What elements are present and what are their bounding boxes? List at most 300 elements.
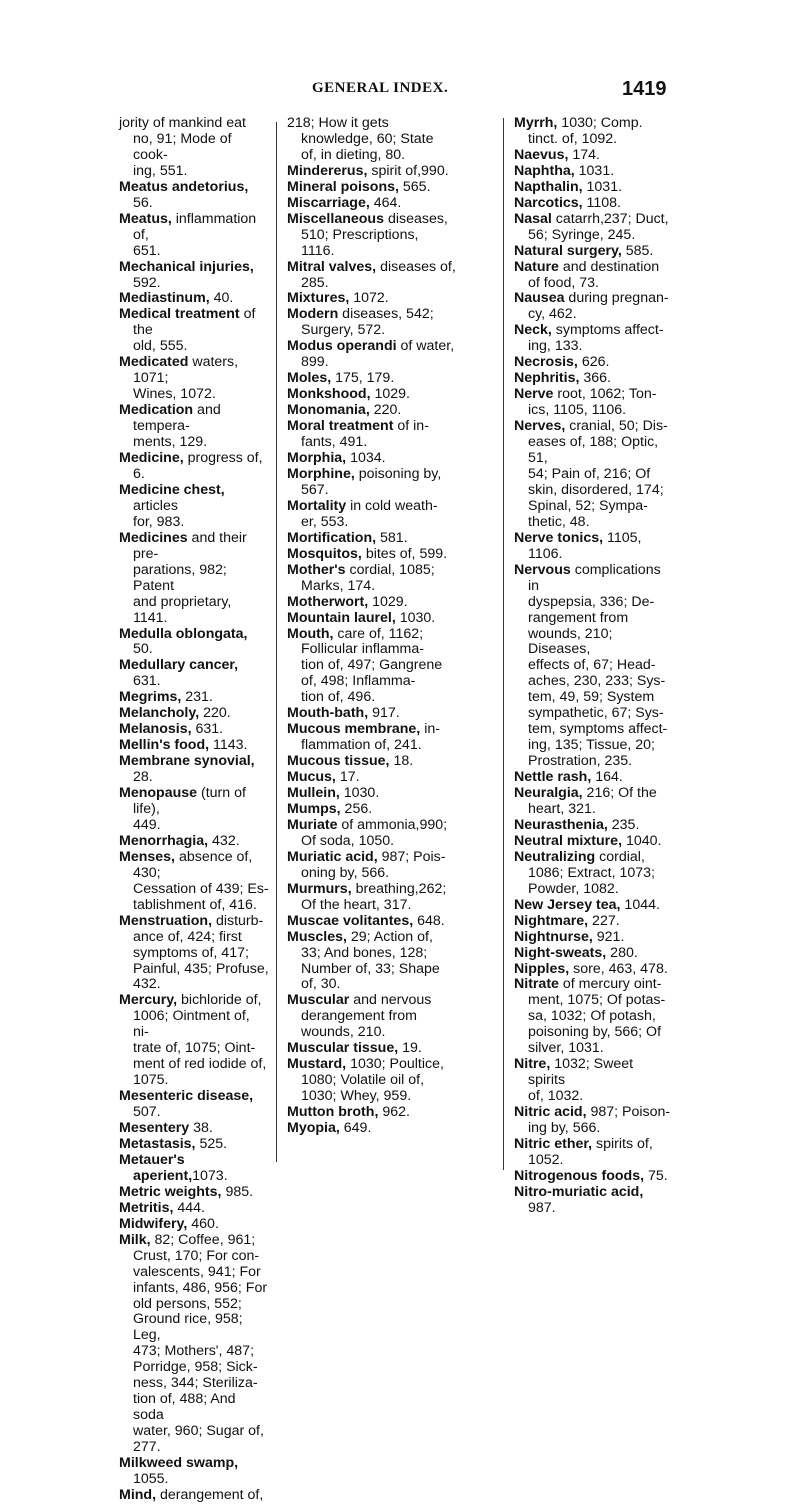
index-entry: [287, 547, 497, 563]
index-term: Moles,: [287, 370, 332, 387]
index-entry: [514, 914, 674, 930]
index-term: Nitrate: [514, 976, 559, 993]
index-entry: [287, 291, 497, 307]
index-references: 1108.: [582, 194, 622, 211]
index-entry: [119, 658, 269, 690]
index-term: Milk,: [119, 1231, 151, 1248]
index-term: Menopause: [119, 785, 198, 802]
index-term: Metastasis,: [119, 1136, 196, 1152]
index-references: 164.: [591, 769, 623, 786]
index-references: waters, 1071; Wines, 1072.: [133, 354, 239, 403]
index-references: 29; Action of, 33; And bones, 128; Number of, 33; Shape of, 30.: [301, 928, 440, 993]
index-term: Nature: [514, 258, 559, 275]
index-references: (turn of life), 449.: [133, 785, 246, 833]
index-term: Morphine,: [287, 465, 355, 482]
index-references: 581.: [376, 529, 408, 546]
index-entry: [514, 818, 674, 834]
index-term: Modus operandi: [287, 338, 397, 355]
index-term: Nitro-muriatic acid,: [514, 1183, 644, 1200]
index-entry: [287, 196, 497, 212]
index-references: 464.: [369, 194, 402, 211]
index-entry: [287, 451, 497, 467]
index-entry: [514, 770, 674, 786]
index-term: Night-sweats,: [514, 944, 607, 961]
index-term: Mucus,: [287, 769, 336, 786]
index-references: 17.: [335, 769, 360, 786]
index-term: Melanosis,: [119, 721, 192, 738]
index-references: 1073.: [192, 1167, 228, 1184]
index-term: Milkweed swamp,: [119, 1455, 239, 1472]
index-term: Meatus,: [119, 210, 172, 227]
index-term: Muriatic acid,: [287, 848, 378, 865]
index-references: 56.: [133, 178, 253, 211]
index-term: Mother's: [287, 561, 346, 578]
index-term: Medicine,: [119, 450, 184, 467]
index-term: Narcotics,: [514, 194, 583, 211]
index-references: and their pre- parations, 982; Patent and proprietary, 1141.: [133, 529, 247, 626]
index-references: 1029.: [368, 593, 408, 610]
index-entry: [287, 754, 497, 770]
index-entry: [287, 180, 497, 196]
index-entry: [287, 595, 497, 611]
index-entry: [119, 451, 269, 483]
index-term: Mitral valves,: [287, 258, 377, 275]
index-references: bichloride of, 1006; Ointment of, ni- trate of, 1075; Oint- ment of red iodide of, 1075.: [133, 992, 267, 1089]
index-term: Morphia,: [287, 450, 347, 467]
index-column-1: [119, 116, 269, 1504]
index-references: 985.: [221, 1183, 254, 1200]
index-term: Neuralgia,: [514, 785, 583, 802]
index-entry: [287, 1121, 497, 1137]
index-references: 1040.: [622, 832, 662, 849]
index-entry: [119, 914, 269, 994]
index-entry: [287, 260, 497, 292]
index-entry: [287, 307, 497, 339]
index-references: 280.: [606, 944, 638, 961]
index-entry: [287, 786, 497, 802]
index-entry: [514, 531, 674, 563]
index-term: Muscular tissue,: [287, 1040, 399, 1057]
index-references: disturb- ance of, 424; first symptoms of, 417; Painful, 435; Profuse, 432.: [133, 912, 269, 993]
index-entry: [514, 850, 674, 898]
index-entry: [287, 387, 497, 403]
index-entry: [514, 419, 674, 531]
index-term: Nitric ether,: [514, 1136, 593, 1152]
index-references: 220.: [199, 705, 231, 722]
index-entry: [514, 260, 674, 292]
index-term: Mind,: [119, 1486, 157, 1503]
index-term: Mucous tissue,: [287, 753, 390, 770]
index-references: 432.: [208, 832, 240, 849]
index-entry: [514, 962, 674, 978]
index-entry: [514, 1057, 674, 1105]
index-term: Naevus,: [514, 146, 569, 163]
index-entry: [514, 323, 674, 355]
index-entry: [514, 1105, 674, 1137]
index-term: Melancholy,: [119, 705, 200, 722]
index-entry: [287, 770, 497, 786]
index-references: 631.: [191, 721, 224, 738]
index-entry: [287, 499, 497, 531]
index-references: 218; How it gets knowledge, 60; State of, in dieting, 80.: [287, 115, 434, 163]
index-entry: [287, 1057, 497, 1105]
index-entry: [119, 1201, 269, 1217]
index-references: of mercury oint- ment, 1075; Of potas- sa, 1032; Of potash, poisoning by, 566; Of silver, 1031.: [528, 976, 666, 1057]
index-term: Mediastinum,: [119, 290, 210, 307]
index-references: 1105, 1106.: [528, 529, 646, 562]
index-references: 626.: [577, 354, 610, 371]
index-term: Metric weights,: [119, 1183, 222, 1200]
index-term: Nitre,: [514, 1056, 551, 1073]
index-term: Mortification,: [287, 529, 377, 546]
index-entry: [119, 1121, 269, 1137]
index-term: Mucous membrane,: [287, 721, 421, 738]
index-references: 50.: [133, 625, 252, 658]
column-divider: [276, 122, 277, 1162]
index-term: Monkshood,: [287, 386, 371, 403]
index-term: Mortality: [287, 497, 347, 514]
index-term: Nerve tonics,: [514, 529, 604, 546]
index-references: 585.: [621, 242, 654, 259]
index-entry: [514, 1169, 674, 1185]
index-entry: [119, 1089, 269, 1121]
index-entry: [119, 307, 269, 355]
index-references: cranial, 50; Dis- eases of, 188; Optic, 51, 54; Pain of, 216; Of skin, disordered, 174; Spinal, 52; Sympa- thetic, 48.: [528, 418, 668, 530]
index-term: Napthalin,: [514, 178, 583, 195]
index-references: complications in dyspepsia, 336; De- rangement from wounds, 210; Diseases, effects of, 67; Head- aches, 230, 233; Sys- tem, 49, 59; System sympathetic, 67; Sys- tem, symptoms affect- ing, 135; Tissue, 20; Prostration, 235.: [528, 561, 668, 770]
index-entry: [287, 722, 497, 754]
index-term: Medullary cancer,: [119, 657, 239, 674]
index-term: Menorrhagia,: [119, 832, 209, 849]
index-term: Metauer's aperient,: [119, 1151, 193, 1184]
index-references: 1034.: [346, 450, 386, 467]
index-references: 1055.: [133, 1455, 243, 1488]
index-entry: [119, 627, 269, 659]
index-references: 38.: [189, 1120, 213, 1137]
index-term: Metritis,: [119, 1199, 174, 1216]
index-references: 1029.: [370, 386, 410, 403]
index-entry: [119, 355, 269, 403]
index-references: sore, 463, 478.: [569, 960, 668, 977]
index-entry: [514, 212, 674, 244]
index-references: catarrh,237; Duct, 56; Syringe, 245.: [528, 210, 669, 243]
index-term: Myrrh,: [514, 115, 558, 131]
index-references: 1031.: [582, 178, 623, 195]
index-entry: [287, 802, 497, 818]
index-entry: [119, 1153, 269, 1185]
index-references: 1030.: [339, 785, 380, 802]
index-term: Nervous: [514, 561, 571, 578]
index-entry: [119, 706, 269, 722]
index-entry: [287, 882, 497, 914]
index-entry: [119, 754, 269, 786]
index-term: Meatus andetorius,: [119, 178, 249, 195]
index-entry: [119, 531, 269, 627]
index-references: of the old, 555.: [133, 306, 256, 355]
index-entry: [119, 850, 269, 914]
index-references: 1030; Comp. tinct. of, 1092.: [528, 115, 643, 147]
running-head-title: GENERAL INDEX.: [312, 80, 449, 96]
index-references: cordial, 1085; Marks, 174.: [301, 561, 435, 594]
index-column-3: [514, 116, 674, 1217]
index-entry: [514, 898, 674, 914]
index-entry: [514, 148, 674, 164]
index-term: Nitric acid,: [514, 1104, 587, 1121]
index-term: Necrosis,: [514, 354, 578, 371]
index-term: Nerves,: [514, 418, 566, 435]
index-references: 917.: [368, 705, 400, 722]
index-term: Mosquitos,: [287, 545, 362, 562]
index-references: 1030; Poultice, 1080; Volatile oil of, 1030; Whey, 959.: [301, 1056, 444, 1105]
index-references: symptoms affect- ing, 133.: [528, 322, 664, 355]
index-references: articles for, 983.: [133, 497, 185, 530]
index-entry: [287, 164, 497, 180]
index-term: Neutral mixture,: [514, 832, 623, 849]
index-references: 216; Of the heart, 321.: [528, 785, 657, 817]
index-term: Mesentery: [119, 1120, 190, 1137]
index-term: Nightnurse,: [514, 928, 593, 945]
index-term: Mullein,: [287, 785, 340, 802]
index-term: Medication: [119, 402, 194, 419]
index-entry: [514, 387, 674, 419]
index-references: of ammonia,990; Of soda, 1050.: [301, 816, 448, 849]
index-entry: [287, 627, 497, 707]
index-references: 1143.: [209, 737, 248, 754]
index-references: 649.: [339, 1120, 372, 1137]
index-references: 82; Coffee, 961; Crust, 170; For con- valescents, 941; For infants, 486, 956; For old persons, 552; Ground rice, 958; Leg, 473; Mothers', 487; Porridge, 958; Sick- ness, 344; Steriliza- tion of, 488; And soda water, 960; Sugar of, 277.: [133, 1231, 268, 1456]
index-references: diseases, 542; Surgery, 572.: [301, 306, 434, 339]
index-entry: [119, 722, 269, 738]
index-entry: [514, 196, 674, 212]
index-entry: [119, 834, 269, 850]
index-term: Megrims,: [119, 689, 182, 706]
index-references: 921.: [592, 928, 625, 945]
index-references: 648.: [413, 912, 445, 929]
index-references: bites of, 599.: [361, 545, 448, 562]
index-entry: [514, 180, 674, 196]
index-references: 174.: [568, 146, 600, 163]
index-references: and destination of food, 73.: [528, 258, 660, 291]
index-term: Muscae volitantes,: [287, 912, 414, 929]
index-entry: [287, 116, 497, 164]
index-entry: [287, 339, 497, 371]
index-entry: [119, 738, 269, 754]
index-references: 962.: [378, 1104, 410, 1121]
index-entry: [514, 930, 674, 946]
index-references: 565.: [398, 178, 431, 195]
index-references: and tempera- ments, 129.: [133, 402, 221, 451]
index-term: Mouth,: [287, 625, 334, 642]
index-term: Medical treatment: [119, 306, 240, 323]
index-references: during pregnan- cy, 462.: [528, 290, 669, 323]
index-references: 987.: [528, 1183, 648, 1216]
index-term: Medicated: [119, 354, 189, 371]
index-references: 460.: [187, 1215, 219, 1232]
index-column-2: [287, 116, 497, 1137]
index-references: 507.: [133, 1088, 258, 1121]
index-references: 256.: [340, 800, 373, 817]
index-term: Murmurs,: [287, 880, 352, 897]
index-term: Membrane synovial,: [119, 753, 255, 770]
index-entry: [119, 1233, 269, 1456]
index-references: spirit of,990.: [367, 162, 449, 179]
index-references: 366.: [579, 370, 611, 387]
index-term: Myopia,: [287, 1120, 340, 1137]
index-entry: [119, 1217, 269, 1233]
index-entry: [287, 419, 497, 451]
index-entry: [119, 116, 269, 180]
index-entry: [119, 690, 269, 706]
index-references: 1030.: [395, 609, 436, 626]
index-entry: [514, 164, 674, 180]
index-term: Natural surgery,: [514, 242, 622, 259]
index-term: Monomania,: [287, 402, 370, 419]
index-references: 231.: [181, 689, 213, 706]
index-references: inflammation of, 651.: [133, 210, 257, 259]
index-term: Neurasthenia,: [514, 816, 608, 833]
index-references: spirits of, 1052.: [528, 1136, 653, 1168]
index-references: 18.: [389, 753, 414, 770]
index-references: of in- fants, 491.: [301, 418, 429, 451]
index-term: Mercury,: [119, 992, 178, 1009]
index-term: Menstruation,: [119, 912, 213, 929]
index-term: Mellin's food,: [119, 737, 210, 754]
index-term: Modern: [287, 306, 339, 323]
index-term: Mountain laurel,: [287, 609, 396, 626]
index-references: diseases of, 285.: [301, 258, 456, 291]
index-term: Nettle rash,: [514, 769, 592, 786]
index-entry: [514, 1185, 674, 1217]
index-term: Muscular: [287, 992, 350, 1009]
index-entry: [119, 403, 269, 451]
index-term: Medicine chest,: [119, 481, 225, 498]
index-entry: [514, 116, 674, 148]
index-entry: [514, 371, 674, 387]
index-entry: [514, 244, 674, 260]
index-entry: [119, 291, 269, 307]
running-head: [0, 78, 800, 100]
index-term: Midwifery,: [119, 1215, 188, 1232]
index-references: and nervous derangement from wounds, 210.: [301, 992, 432, 1041]
index-entry: [514, 834, 674, 850]
index-entry: [119, 260, 269, 292]
index-entry: [119, 786, 269, 834]
index-term: Nephritis,: [514, 370, 580, 387]
index-entry: [287, 818, 497, 850]
index-references: diseases, 510; Prescriptions, 1116.: [301, 210, 448, 259]
index-term: Muscles,: [287, 928, 347, 945]
column-divider: [503, 118, 504, 1170]
index-references: 19.: [398, 1040, 422, 1057]
index-term: Medicines: [119, 529, 188, 546]
index-term: New Jersey tea,: [514, 896, 621, 913]
index-term: Nausea: [514, 290, 565, 307]
index-entry: [287, 1041, 497, 1057]
index-term: Neck,: [514, 322, 552, 339]
index-references: root, 1062; Ton- ics, 1105, 1106.: [528, 386, 657, 419]
index-references: care of, 1162; Follicular inflamma- tion of, 497; Gangrene of, 498; Inflamma- tion of, 496.: [301, 625, 443, 706]
index-references: 175, 179.: [331, 370, 395, 387]
index-references: 227.: [588, 912, 620, 929]
index-entry: [514, 291, 674, 323]
index-entry: [119, 1488, 269, 1504]
index-references: in cold weath- er, 553.: [301, 497, 438, 530]
index-entry: [287, 914, 497, 930]
index-entry: [287, 1105, 497, 1121]
index-term: Mustard,: [287, 1056, 347, 1073]
index-term: Miscarriage,: [287, 194, 370, 211]
index-term: Mumps,: [287, 800, 341, 817]
index-term: Mechanical injuries,: [119, 258, 254, 275]
index-term: Mutton broth,: [287, 1104, 379, 1121]
index-references: in- flammation of, 241.: [301, 721, 440, 754]
index-references: 631.: [133, 657, 243, 690]
index-term: Motherwort,: [287, 593, 369, 610]
index-term: Muriate: [287, 816, 338, 833]
index-entry: [119, 180, 269, 212]
index-entry: [287, 467, 497, 499]
index-entry: [287, 531, 497, 547]
index-references: poisoning by, 567.: [301, 465, 442, 498]
index-entry: [119, 1185, 269, 1201]
index-term: Neutralizing: [514, 848, 596, 865]
index-references: 75.: [644, 1167, 668, 1184]
index-term: Mouth-bath,: [287, 705, 369, 722]
index-entry: [514, 977, 674, 1057]
index-entry: [287, 993, 497, 1041]
index-term: Mineral poisons,: [287, 178, 399, 195]
index-references: absence of, 430; Cessation of 439; Es- tablishment of, 416.: [133, 848, 269, 913]
index-entry: [287, 706, 497, 722]
index-term: Medulla oblongata,: [119, 625, 248, 642]
index-references: derangement of,: [156, 1486, 264, 1503]
index-entry: [287, 850, 497, 882]
index-references: 235.: [607, 816, 640, 833]
index-references: 220.: [369, 402, 402, 419]
index-term: Miscellaneous: [287, 210, 384, 227]
index-entry: [514, 786, 674, 818]
index-term: Menses,: [119, 848, 175, 865]
index-references: 525.: [195, 1136, 228, 1152]
index-entry: [287, 611, 497, 627]
index-term: Mixtures,: [287, 290, 350, 307]
index-references: 1044.: [620, 896, 660, 913]
index-entry: [119, 1456, 269, 1488]
index-term: Moral treatment: [287, 418, 394, 435]
index-references: 444.: [173, 1199, 205, 1216]
index-term: Nightmare,: [514, 912, 589, 929]
index-entry: [287, 403, 497, 419]
index-term: Nitrogenous foods,: [514, 1167, 645, 1184]
index-references: breathing,262; Of the heart, 317.: [301, 880, 447, 913]
index-term: Mindererus,: [287, 162, 368, 179]
index-entry: [514, 563, 674, 770]
index-references: 40.: [209, 290, 234, 307]
index-references: 1072.: [349, 290, 389, 307]
index-term: Nerve: [514, 386, 554, 403]
index-references: 1031.: [574, 162, 615, 179]
index-references: 987; Poison- ing by, 566.: [528, 1104, 671, 1137]
index-entry: [287, 371, 497, 387]
index-references: of water, 899.: [301, 338, 455, 371]
index-term: Nasal: [514, 210, 552, 227]
index-entry: [514, 355, 674, 371]
index-term: Naphtha,: [514, 162, 575, 179]
index-term: Nipples,: [514, 960, 570, 977]
page-number: 1419: [622, 78, 667, 100]
index-references: progress of, 6.: [133, 450, 267, 482]
index-entry: [119, 212, 269, 260]
